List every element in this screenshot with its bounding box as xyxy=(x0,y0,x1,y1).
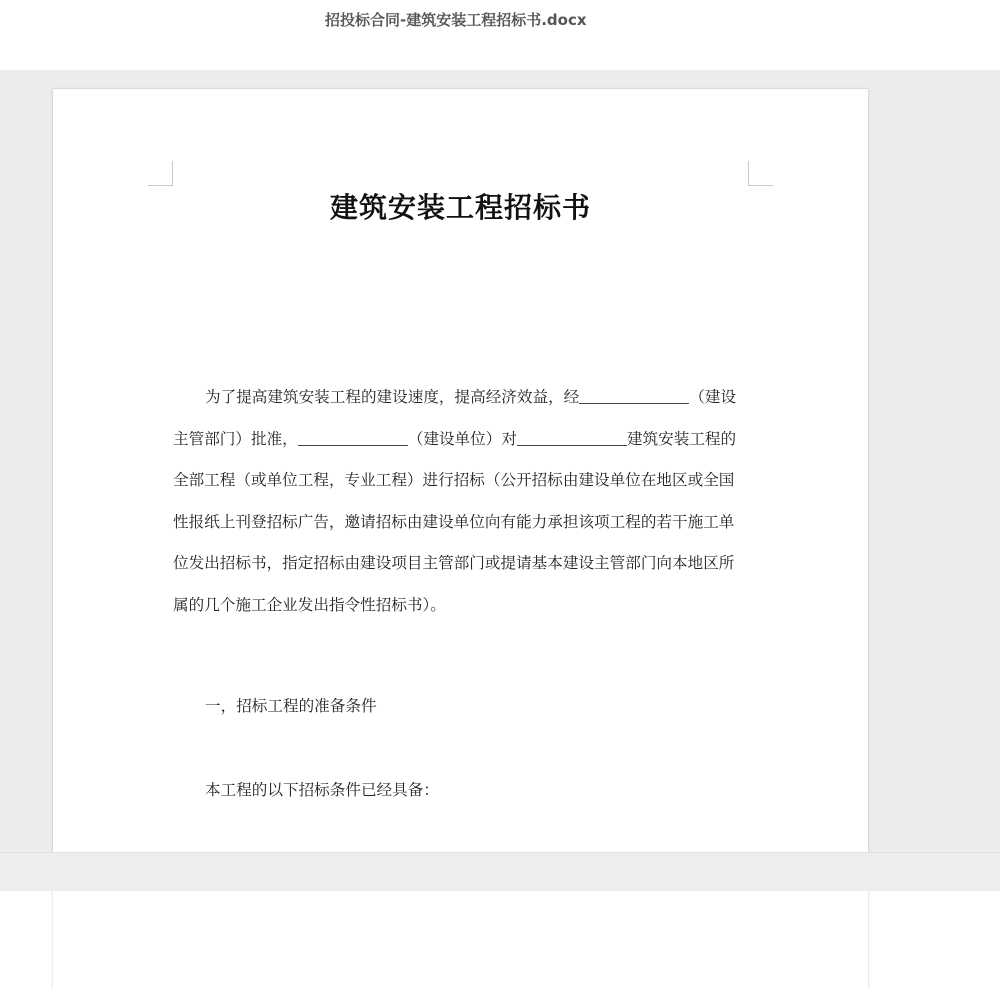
intro-text-3: （建设单位）对 xyxy=(407,429,517,448)
document-title: 建筑安装工程招标书 xyxy=(329,191,591,224)
intro-text-2: （建设主管部门）批准， xyxy=(173,388,737,448)
title-bar xyxy=(0,0,1000,70)
bottom-bar xyxy=(0,852,1000,891)
fill-blank-2 xyxy=(298,427,408,446)
document-viewer[interactable] xyxy=(0,70,1000,852)
document-filename: 招投标合同-建筑安装工程招标书.docx xyxy=(325,11,587,29)
conditions-intro: 本工程的以下招标条件已经具备： xyxy=(205,781,439,799)
intro-text-1: 为了提高建筑安装工程的建设速度，提高经济效益，经 xyxy=(205,388,580,406)
margin-corner-mark-left xyxy=(148,161,173,186)
margin-corner-mark-right xyxy=(748,161,773,186)
section-heading-1: 一，招标工程的准备条件 xyxy=(205,697,377,715)
intro-paragraph xyxy=(173,377,749,626)
fill-blank-1 xyxy=(579,385,689,404)
intro-text-4: 建筑安装工程的全部工程（或单位工程，专业工程）进行招标（公开招标由建设单位在地区或全国性报纸上刊登招标广告，邀请招标由建设单位向有能力承担该项工程的若干施工单位发出招标书，指定招标由建设项目主管部门或提请基本建设主管部门向本地区所属的几个施工企业发出指令性招标书）。 xyxy=(173,429,737,614)
fill-blank-3 xyxy=(517,427,627,446)
